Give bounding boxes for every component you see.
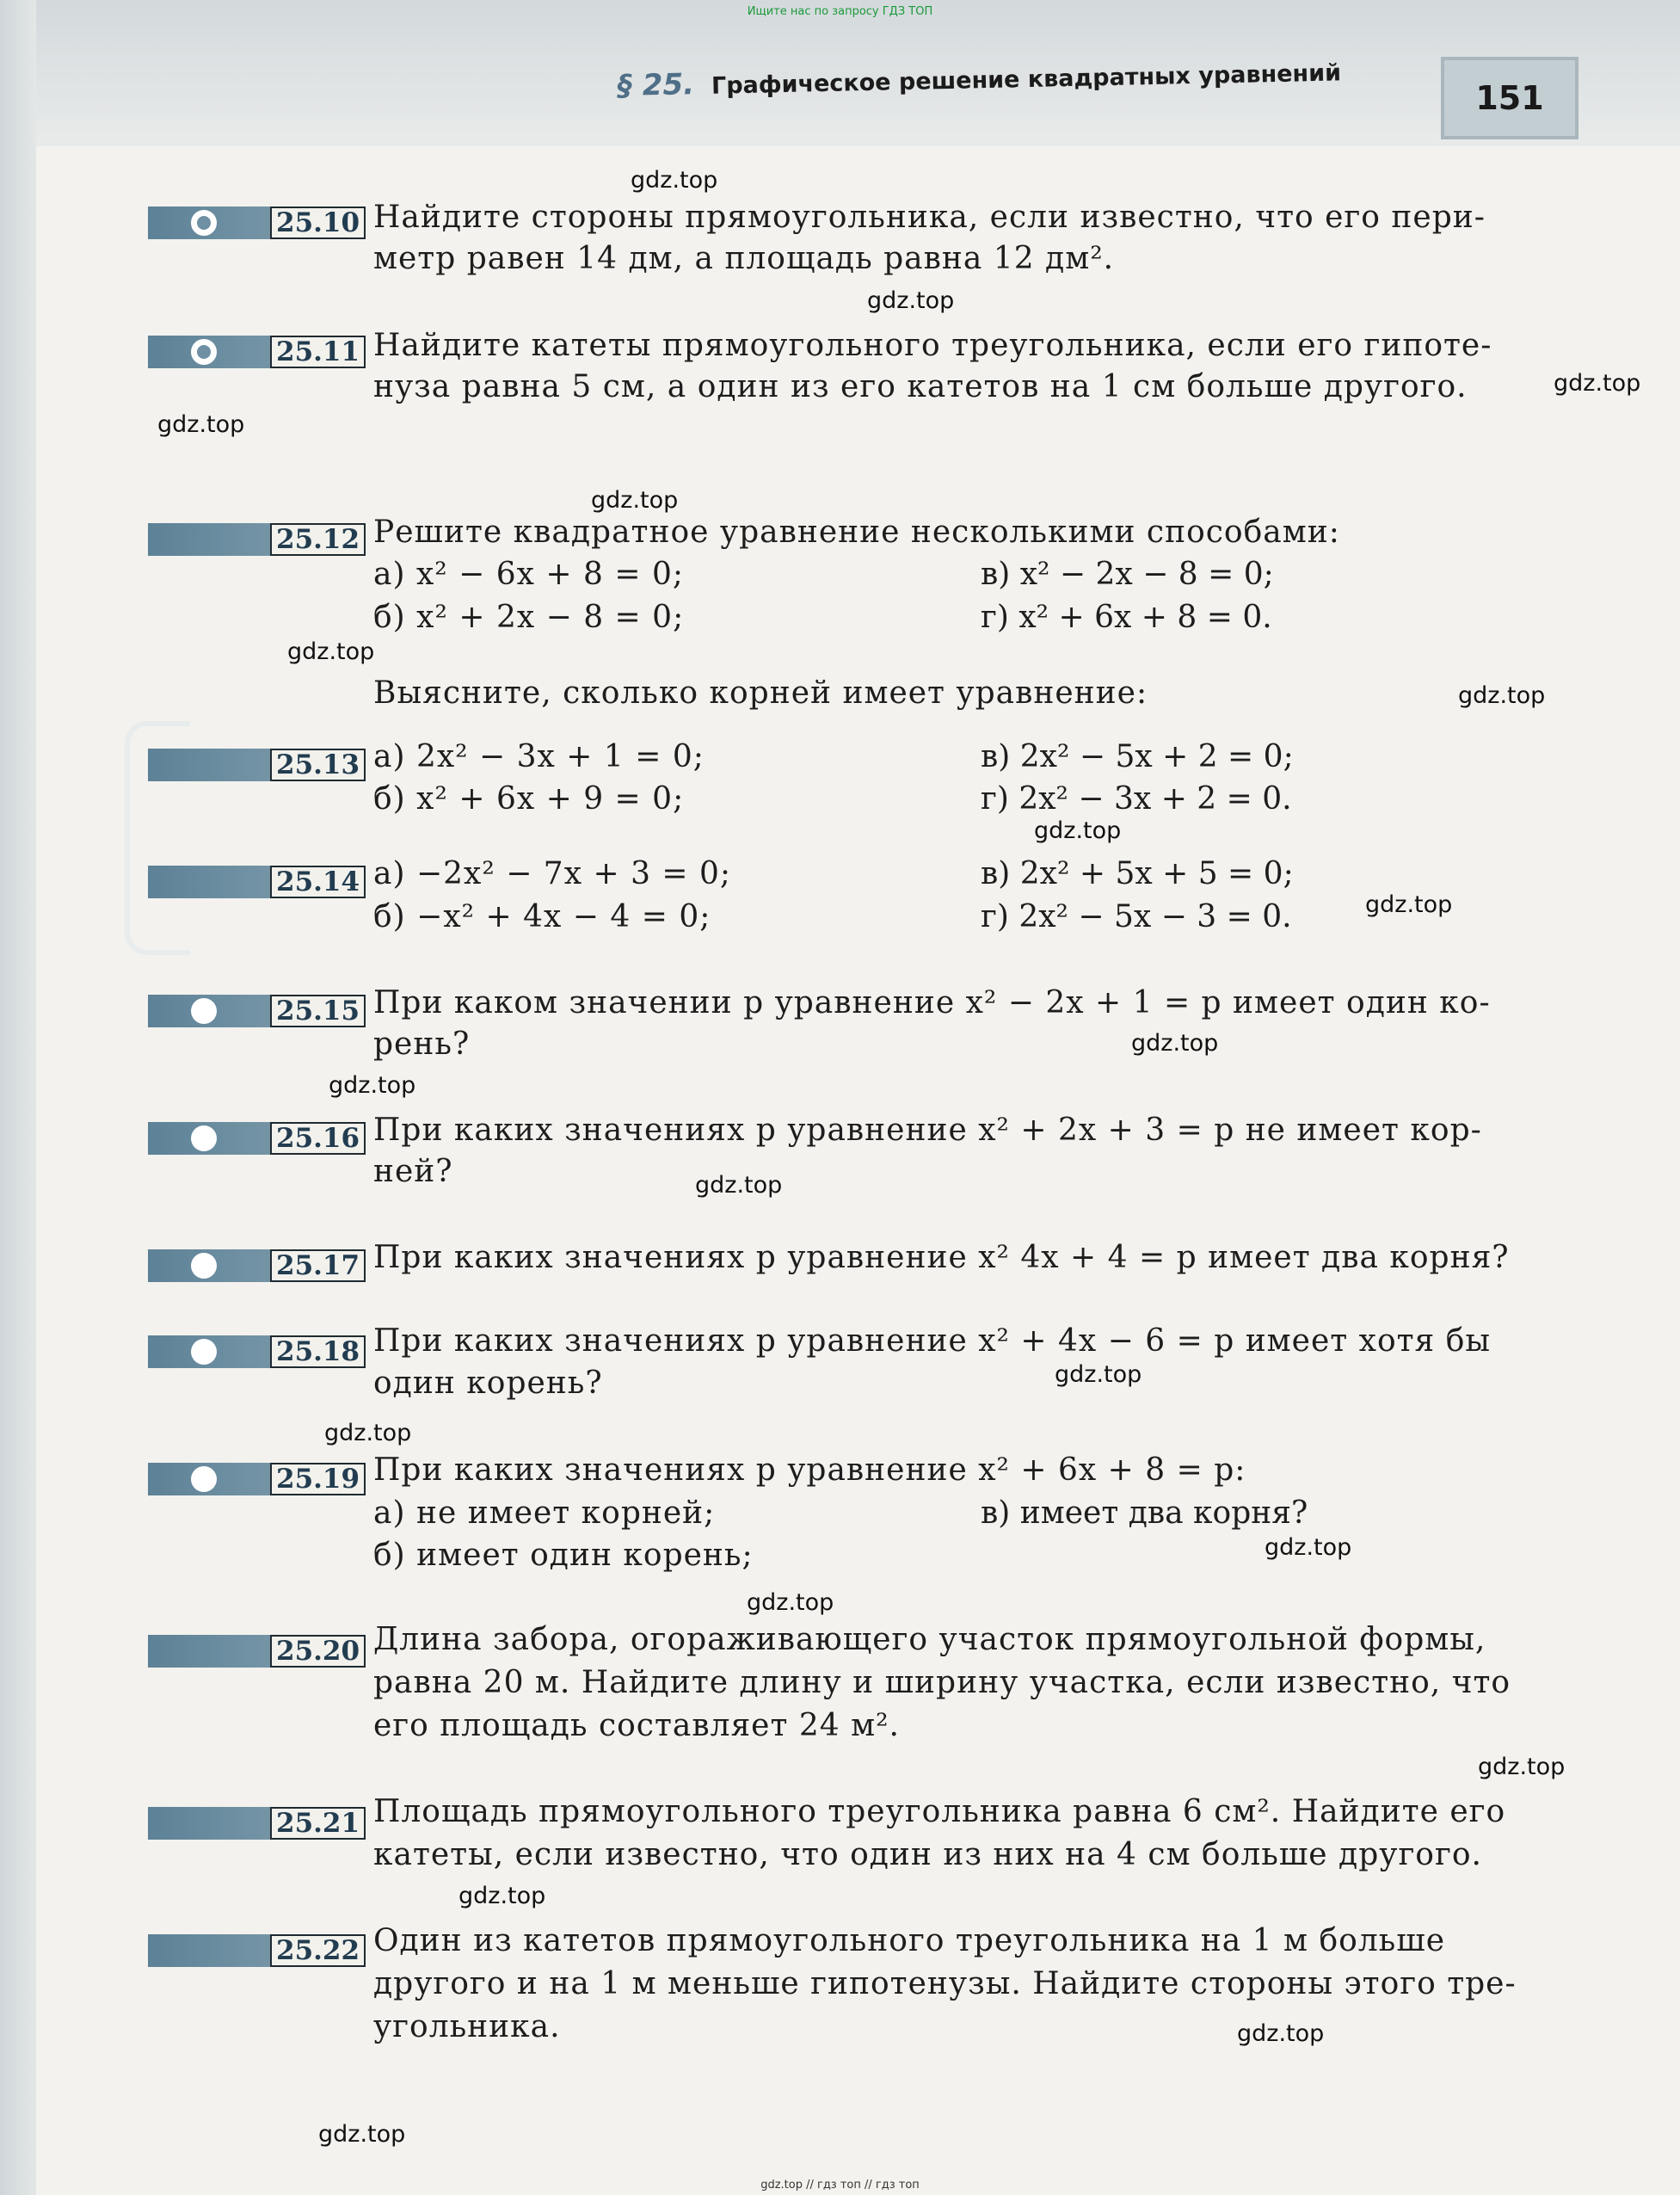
problem-number: 25.15 xyxy=(270,995,366,1027)
problem-number: 25.22 xyxy=(270,1934,366,1967)
problem-text: Найдите стороны прямоугольника, если известно, что его пери- xyxy=(373,200,1486,235)
problem-number: 25.20 xyxy=(270,1635,366,1668)
problem-number: 25.13 xyxy=(270,749,366,781)
watermark: gdz.top xyxy=(1478,1754,1566,1780)
watermark: gdz.top xyxy=(157,411,245,438)
problem-text: метр равен 14 дм, а площадь равна 12 дм². xyxy=(373,241,1115,276)
problem-text: Один из катетов прямоугольного треугольника на 1 м больше xyxy=(373,1923,1446,1958)
page-number: 151 xyxy=(1441,57,1578,139)
item-b: б) имеет один корень; xyxy=(373,1538,754,1573)
difficulty-dot-icon xyxy=(191,1339,217,1365)
difficulty-ring-icon xyxy=(191,210,217,236)
section-title: Графическое решение квадратных уравнений xyxy=(711,59,1342,100)
item-a: а) 2x² − 3x + 1 = 0; xyxy=(373,739,705,774)
watermark: gdz.top xyxy=(324,1420,412,1446)
group-intro: Выясните, сколько корней имеет уравнение: xyxy=(373,675,1148,711)
item-a: а) x² − 6x + 8 = 0; xyxy=(373,557,684,592)
item-v: в) имеет два корня? xyxy=(981,1495,1308,1531)
item-a: а) не имеет корней; xyxy=(373,1495,716,1531)
problem-text: равна 20 м. Найдите длину и ширину участка, если известно, что xyxy=(373,1665,1511,1700)
problem-number: 25.19 xyxy=(270,1463,366,1495)
item-g: г) 2x² − 5x − 3 = 0. xyxy=(981,899,1292,934)
problem-number: 25.17 xyxy=(270,1249,366,1282)
problem-text: При каких значениях p уравнение x² + 4x − 6 = p имеет хотя бы xyxy=(373,1323,1492,1359)
difficulty-dot-icon xyxy=(191,1466,217,1492)
watermark: gdz.top xyxy=(458,1883,546,1909)
problem-text: ней? xyxy=(373,1154,453,1189)
item-b: б) x² + 6x + 9 = 0; xyxy=(373,781,685,817)
problem-text: Площадь прямоугольного треугольника равна 6 см². Найдите его xyxy=(373,1794,1506,1829)
problem-text: катеты, если известно, что один из них на 4 см больше другого. xyxy=(373,1837,1482,1872)
difficulty-dot-icon xyxy=(191,1125,217,1151)
difficulty-dot-icon xyxy=(191,1253,217,1279)
watermark: gdz.top xyxy=(867,287,955,314)
item-v: в) x² − 2x − 8 = 0; xyxy=(981,557,1274,592)
problem-text: При каких значениях p уравнение x² + 2x + 3 = p не имеет кор- xyxy=(373,1113,1482,1148)
watermark: gdz.top xyxy=(591,487,679,514)
watermark: gdz.top xyxy=(318,2121,406,2148)
problem-text: один корень? xyxy=(373,1366,603,1401)
problem-number: 25.16 xyxy=(270,1122,366,1155)
watermark: gdz.top xyxy=(1131,1030,1219,1057)
problem-text: При каких значениях p уравнение x² + 6x + 8 = p: xyxy=(373,1452,1246,1488)
item-b: б) x² + 2x − 8 = 0; xyxy=(373,600,685,635)
watermark: gdz.top xyxy=(1237,2020,1325,2047)
problem-number: 25.10 xyxy=(270,207,366,239)
item-g: г) x² + 6x + 8 = 0. xyxy=(981,600,1272,635)
problem-text: другого и на 1 м меньше гипотенузы. Найдите стороны этого тре- xyxy=(373,1966,1517,2001)
problem-text: рень? xyxy=(373,1027,471,1062)
problem-text: Длина забора, огораживающего участок прямоугольной формы, xyxy=(373,1622,1486,1657)
watermark: gdz.top xyxy=(747,1589,834,1616)
problem-text: При каком значении p уравнение x² − 2x + 1 = p имеет один ко- xyxy=(373,985,1491,1020)
watermark: gdz.top xyxy=(1458,682,1546,709)
watermark: gdz.top xyxy=(695,1172,783,1199)
problem-text: При каких значениях p уравнение x² 4x + 4 = p имеет два корня? xyxy=(373,1240,1510,1275)
problem-text: его площадь составляет 24 м². xyxy=(373,1708,900,1743)
problem-text: Найдите катеты прямоугольного треугольника, если его гипоте- xyxy=(373,328,1492,363)
difficulty-dot-icon xyxy=(191,998,217,1024)
item-b: б) −x² + 4x − 4 = 0; xyxy=(373,899,711,934)
watermark: gdz.top xyxy=(1034,817,1122,844)
item-g: г) 2x² − 3x + 2 = 0. xyxy=(981,781,1292,817)
page-edge xyxy=(0,0,36,2195)
problem-number: 25.21 xyxy=(270,1807,366,1840)
watermark: gdz.top xyxy=(287,638,375,665)
difficulty-ring-icon xyxy=(191,339,217,365)
bottom-note: gdz.top // гдз топ // гдз топ xyxy=(760,2179,920,2192)
top-note: Ищите нас по запросу ГДЗ ТОП xyxy=(747,5,933,18)
watermark: gdz.top xyxy=(1055,1361,1142,1388)
problem-number: 25.12 xyxy=(270,523,366,556)
item-a: а) −2x² − 7x + 3 = 0; xyxy=(373,856,732,891)
problem-number: 25.11 xyxy=(270,336,366,368)
watermark: gdz.top xyxy=(1554,370,1641,397)
watermark: gdz.top xyxy=(631,167,718,194)
item-v: в) 2x² + 5x + 5 = 0; xyxy=(981,856,1294,891)
item-v: в) 2x² − 5x + 2 = 0; xyxy=(981,739,1294,774)
problem-number: 25.18 xyxy=(270,1335,366,1368)
problem-text: Решите квадратное уравнение несколькими способами: xyxy=(373,515,1340,550)
watermark: gdz.top xyxy=(329,1072,416,1099)
problem-number: 25.14 xyxy=(270,866,366,898)
watermark: gdz.top xyxy=(1365,891,1453,918)
problem-text: нуза равна 5 см, а один из его катетов на 1 см больше другого. xyxy=(373,369,1468,404)
watermark: gdz.top xyxy=(1265,1534,1352,1561)
section-number: § 25. xyxy=(617,67,695,103)
problem-text: угольника. xyxy=(373,2009,561,2044)
